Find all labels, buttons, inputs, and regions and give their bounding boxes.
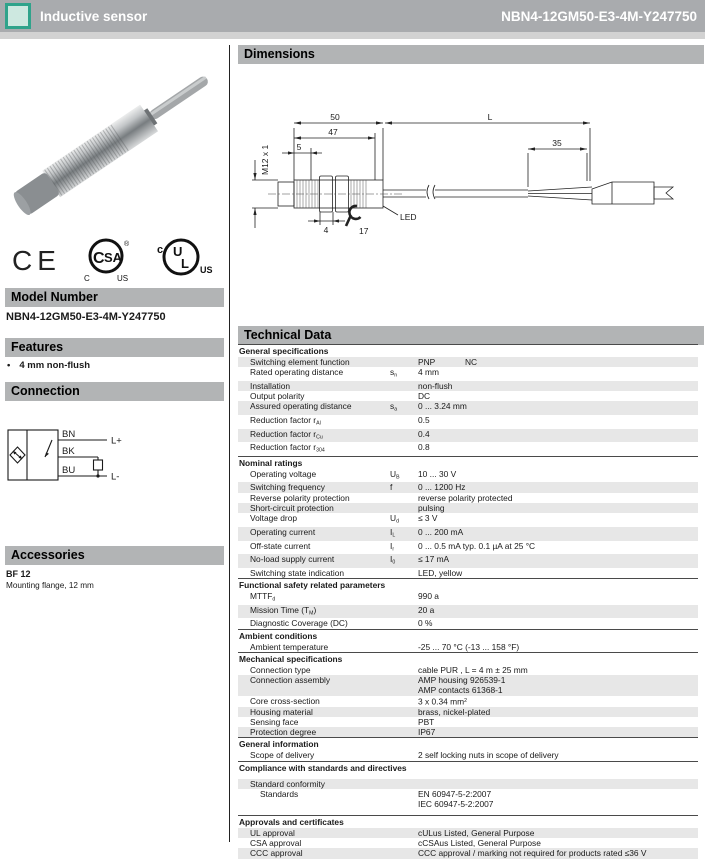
tech-row-symbol [390,750,418,760]
tech-row [238,717,698,727]
tech-row-symbol [390,707,418,717]
sensor-photo-illustration [5,45,218,233]
tech-row-value: -25 ... 70 °C (-13 ... 158 °F) [418,641,520,652]
tech-row-value: 990 a [418,591,439,602]
dim-label-L: L [487,112,493,122]
tech-row-value: CCC approval / marking not required for products rated ≤36 V [418,848,647,859]
dim-label-5: 5 [296,142,302,152]
tech-row-label: CCC approval [250,848,303,859]
tech-row-value: 0 ... 1200 Hz [418,482,466,493]
tech-row-label: Installation [250,380,291,391]
tech-row-symbol [390,605,418,619]
tech-row-symbol [390,415,418,429]
tech-row-value: 0 % [418,618,433,629]
tech-row-value: ≤ 3 V [418,513,438,524]
feature-item: • 4 mm non-flush [5,360,220,371]
tech-row-symbol [390,675,418,696]
brand-badge-icon [5,3,31,29]
tech-row-label: Sensing face [250,716,299,727]
tech-section-title: Mechanical specifications [238,652,698,665]
tech-row-value: non-flush [418,380,453,391]
tech-row-label: Voltage drop [250,513,298,524]
tech-row-label: Diagnostic Coverage (DC) [250,618,348,629]
accessory-description: Mounting flange, 12 mm [6,581,94,590]
tech-row-label: Ambient temperature [250,641,329,652]
tech-row-value: ≤ 17 mA [418,554,450,565]
tech-row-symbol [390,828,418,838]
tech-row-label: Connection assembly [250,675,331,686]
tech-row-symbol: $U_B$ [390,468,400,481]
header-shadow-band [0,32,705,39]
ul-u: U [173,244,183,259]
tech-row-label: Standards [260,789,299,800]
section-header-connection: Connection [5,382,224,401]
tech-row-symbol [390,838,418,848]
wire-label-bn: BN [62,429,76,440]
tech-row-label: Protection degree [250,727,317,738]
tech-row-value: 4 mm [418,367,439,378]
tech-row [238,605,698,619]
tech-section-title: Compliance with standards and directives [238,761,698,774]
left-column [5,45,218,835]
wire-label-bu: BU [62,465,76,476]
tech-row [238,789,698,810]
tech-row [238,482,698,492]
section-header-technical-data: Technical Data [238,326,704,345]
tech-section-title: General specifications [238,344,698,357]
tech-row [238,618,698,628]
tech-row-value: AMP housing 926539-1 AMP contacts 61368-1 [418,675,506,696]
csa-registered-mark: ® [123,241,129,248]
tech-row-label: Reduction factor $r_{Cu}$ [250,428,323,440]
csa-bottom-right: US [116,274,128,283]
column-divider [229,45,230,842]
tech-row [238,828,698,838]
tech-row-value: DC [418,391,431,402]
tech-row-value: pulsing [418,503,445,514]
section-header-dimensions: Dimensions [238,45,704,64]
tech-row-label: CSA approval [250,837,302,848]
dim-label-35: 35 [552,138,562,148]
ce-text: CE [12,244,61,276]
tech-row-value: 0.8 [418,442,430,453]
tech-row [238,727,698,737]
dim-label-led: LED [400,212,417,222]
tech-row-symbol [390,779,418,789]
tech-row [238,665,698,675]
tech-row-value [418,779,698,789]
tech-row-label: $MTTF_d$ [250,591,276,603]
terminal-label-lminus: L- [111,471,120,483]
tech-row-label: UL approval [250,827,295,838]
tech-row-value: 2 self locking nuts in scope of delivery [418,750,559,761]
tech-row-symbol: $s_n$ [390,367,398,379]
tech-row [238,554,698,568]
tech-row-value: cULus Listed, General Purpose [418,827,535,838]
tech-row-label: Switching element function [250,357,350,367]
page-title: Inductive sensor [40,8,148,24]
dim-label-thread: M12 x 1 [260,144,270,175]
tech-row-value: LED, yellow [418,567,463,578]
tech-row [238,591,698,605]
tech-row-value: EN 60947-5-2:2007 IEC 60947-5-2:2007 [418,789,494,810]
dim-label-47: 47 [328,127,338,137]
section-header-model-number: Model Number [5,288,224,307]
tech-row [238,838,698,848]
tech-row [238,401,698,415]
tech-row-value: 10 ... 30 V [418,468,457,479]
header-model-number: NBN4-12GM50-E3-4M-Y247750 [501,8,697,24]
tech-section-title: General information [238,737,698,750]
tech-row-value: brass, nickel-plated [418,706,491,717]
tech-row-symbol [390,591,418,605]
tech-row [238,493,698,503]
tech-row-value: 0 ... 3.24 mm [418,401,467,412]
tech-row-symbol [390,381,418,391]
csa-logo [79,235,135,283]
tech-row-label: Reduction factor $r_{304}$ [250,442,325,454]
tech-row-symbol [390,789,418,810]
tech-row-symbol [390,391,418,401]
dimension-drawing [238,103,698,253]
tech-row [238,527,698,541]
tech-row-label: Output polarity [250,391,305,402]
tech-row [238,367,698,381]
tech-row-label: Scope of delivery [250,750,315,761]
tech-row-symbol [390,696,418,707]
tech-row-symbol [390,493,418,503]
tech-row-symbol: $I_L$ [390,526,396,539]
tech-row-value: 3 x 0.34 $mm^2$ [418,696,467,707]
tech-row-value: PBT [418,716,435,727]
tech-row [238,503,698,513]
product-photo [5,45,218,233]
tech-row-symbol: $s_a$ [390,401,398,413]
terminal-label-lplus: L+ [111,435,122,447]
tech-row [238,442,698,456]
tech-row-symbol [390,665,418,675]
tech-row-label: Assured operating distance [250,401,352,412]
tech-row [238,541,698,555]
tech-row-symbol: f [390,482,393,493]
tech-row [238,429,698,443]
dim-label-50: 50 [330,112,340,122]
csa-c: C [92,250,105,267]
tech-row-label: Housing material [250,706,313,717]
section-header-features: Features [5,338,224,357]
ul-l: L [181,256,189,271]
accessory-name: BF 12 [6,569,31,579]
tech-row [238,696,698,707]
tech-row-label: Off-state current [250,540,311,551]
tech-row-label: Operating current [250,526,316,537]
tech-row-value: PNP NC [418,357,478,367]
tech-row-symbol [390,717,418,727]
model-number-value: NBN4-12GM50-E3-4M-Y247750 [6,311,166,323]
tech-row-value: 0.4 [418,428,430,439]
header-bar [0,0,705,32]
tech-row-value: 0.5 [418,415,430,426]
tech-row-symbol [390,618,418,628]
tech-row [238,848,698,858]
tech-row [238,357,698,367]
cul-us-logo [150,235,212,283]
tech-row-symbol [390,357,418,367]
tech-row [238,469,698,483]
tech-section-title: Nominal ratings [238,456,698,469]
connection-diagram [5,405,218,530]
section-header-accessories: Accessories [5,546,224,565]
tech-row-symbol: $I_r$ [390,540,395,552]
tech-section-title: Ambient conditions [238,629,698,642]
tech-row [238,381,698,391]
certification-logos [5,235,218,283]
ul-prefix: c [157,244,164,256]
tech-row-value: cCSAus Listed, General Purpose [418,837,541,848]
tech-row-label: Standard conformity [250,778,325,789]
tech-row-symbol [390,727,418,737]
tech-row-value: cable PUR , L = 4 m ± 25 mm [418,664,528,675]
technical-table [238,344,698,859]
tech-row-label: Rated operating distance [250,367,344,378]
tech-row-symbol [390,442,418,456]
tech-section-title: Approvals and certificates [238,815,698,828]
tech-row-label: Connection type [250,664,311,675]
tech-row-value: 0 ... 0.5 mA typ. 0.1 µA at 25 °C [418,540,536,551]
tech-row [238,779,698,789]
tech-section-title: Functional safety related parameters [238,578,698,591]
tech-row [238,391,698,401]
tech-row [238,675,698,696]
dim-label-wrench-17: 17 [359,226,369,236]
tech-row-value: IP67 [418,727,436,738]
tech-row-label: Reduction factor $r_{Al}$ [250,415,321,427]
right-column [238,45,698,859]
tech-row [238,415,698,429]
tech-row-symbol [390,503,418,513]
wire-label-bk: BK [62,446,75,457]
tech-row-label: Switching state indication [250,567,345,578]
dim-label-4: 4 [323,225,329,235]
tech-row [238,707,698,717]
tech-row-label: Mission Time $(T_M)$ [250,604,317,616]
tech-row-symbol [390,642,418,652]
csa-bottom-left: C [83,274,90,283]
csa-monogram: SA [103,250,122,265]
tech-row-label: Short-circuit protection [250,503,334,514]
ul-suffix: US [200,265,213,275]
tech-row [238,513,698,527]
tech-row-label: Core cross-section [250,695,320,706]
tech-row-symbol [390,848,418,858]
tech-row-label: No-load supply current [250,554,335,565]
tech-row [238,568,698,578]
tech-row-symbol [390,568,418,578]
tech-row-value: 20 a [418,604,435,615]
tech-row-label: Switching frequency [250,482,325,493]
tech-row-symbol: $U_d$ [390,513,399,525]
tech-row [238,750,698,760]
tech-row-value: reverse polarity protected [418,492,513,503]
tech-row-value: 0 ... 200 mA [418,526,464,537]
tech-row-label: Reverse polarity protection [250,492,350,503]
tech-row-symbol [390,429,418,443]
ce-mark [11,237,63,282]
tech-row-label: Operating voltage [250,468,317,479]
tech-row [238,642,698,652]
tech-row-symbol: $I_0$ [390,554,396,566]
